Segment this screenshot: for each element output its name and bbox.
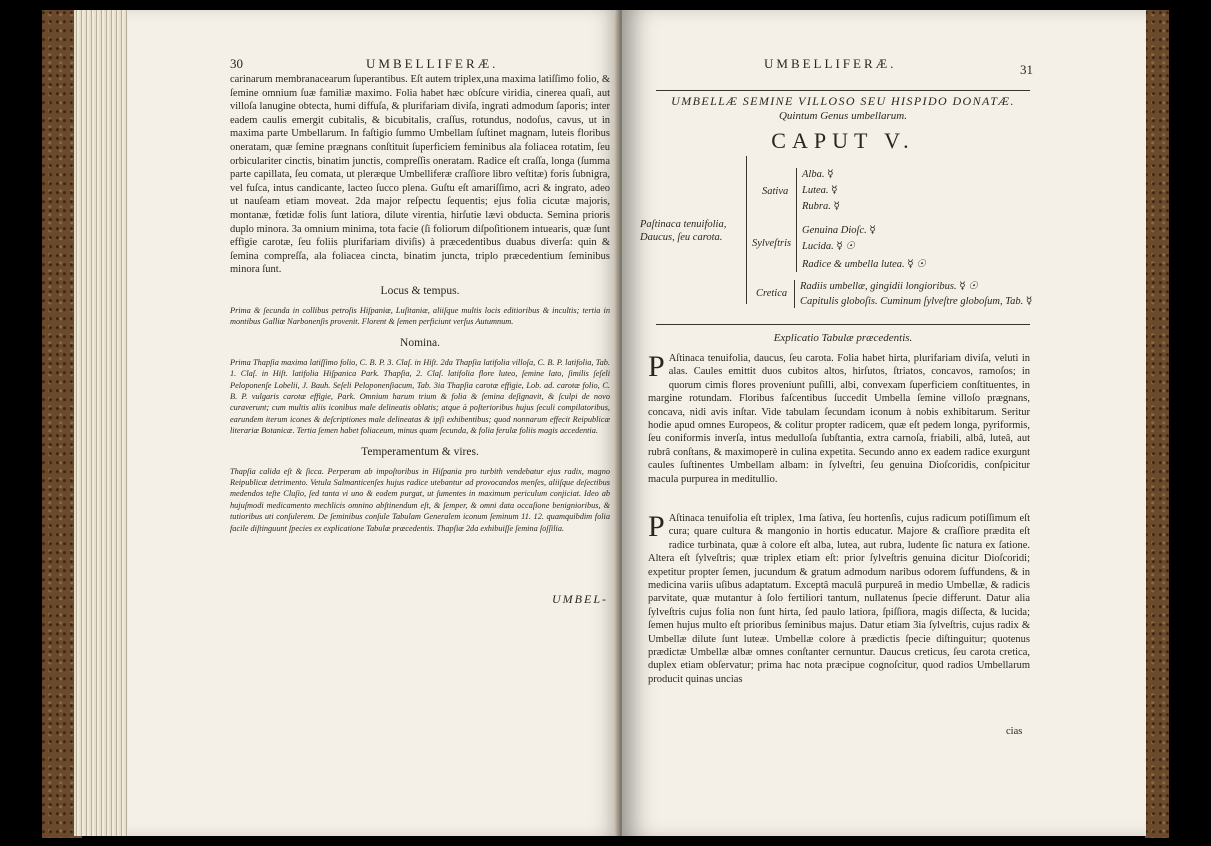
running-head: UMBELLIFERÆ. [764, 56, 897, 71]
page-number: 31 [1020, 62, 1033, 77]
item-sativa-1: Alba. ☿ [802, 169, 834, 180]
section-title: UMBELLÆ SEMINE VILLOSO SEU HISPIDO DONATÆ. [671, 94, 1015, 108]
catchword: cias [1006, 726, 1023, 737]
paragraph-1-text: Aſtinaca tenuifolia, daucus, ſeu carota. Folia habet hirta, plurifariam diviſa, veluti in alas. Caules emittit duos cubitos altos, hirſutos, ſtriatos, concavos, ramoſos; in quorum cimis flores proveniunt puſilli, albi, convexam ſuperficiem conſtituentes, in margine rotundam. Floribus faſcentibus ſuccedit Umbella ſemine villoſo prægnans, concava, nidi avis inſtar. Vide tabulam ſecundam iconum à nobis exhibitarum. Seritur hodie apud omnes Europeos, & colitur propter radicem, quæ eſt pedem longa, pyriformis, ſeu coniformis inverſa, intus medulloſa ſubſtantia, extra carnoſa, friabili, albâ, luteâ, aut rubrâ conſtans, & maximoperè in culina expetita. Secundo anno ex eadem radice exurgunt caules ſuſtinentes Umbellam albam: in ſylveſtri, ſeu genuina Dioſcoridis, conſpicitur macula purpurea in meditullio. [648, 353, 1030, 485]
table-root: Paſtinaca tenuifolia, Daucus, ſeu carota. [640, 219, 727, 243]
paragraph-2-text: Aſtinaca tenuifolia eſt triplex, 1ma ſativa, ſeu hortenſis, cujus radicum potiſſimum eſt cura; quare cultura & mangonio in hortis educatur. Majore & craſſiore prædita eſt radice turbinata, quæ à colore eſt alba, lutea, aut rubra, ludente ſic natura ex ſatione. Altera eſt ſylveſtris; quæ triplex etiam eſt: prior ſylveſtris genuina dicitur Dioſcoridi; expetitur propter ſemen, jucundum & gratum admodum naribus odorem ſuffundens, & in medicina variis uſibus adaptatum. Exceptâ maculâ purpureâ in medio Umbellæ, & radicis parvitate, quæ mutantur à ſolo fertiliori tantum, nullatenus ſpecie differunt. Datur alia ſylveſtris cujus folia non ſunt hirta, ſed paulo latiora, ſpiſſiora, magis diſſecta, & lucida; ſemen hujus multo eſt prioribus ſeminibus majus. Datur etiam 3ia ſylveſtris, cujus radix & Umbellæ dilute ſunt luteæ. Umbellæ colore à prædictis ſpecie diſtinguitur; quotenus prædictæ Umbellæ albæ omnes conſtanter cernuntur. Daucus creticus, ſeu carota cretica, duplex etiam obſervatur; prima hac nota præcipue cognoſcitur, quod radios Umbellarum producit quinas uncias [648, 513, 1030, 685]
heading-locus: Locus & tempus. [380, 284, 460, 297]
main-paragraph: carinarum membranacearum ſuperantibus. Eſt autem triplex,una maxima latiſſimo folio, & ſemine omnium ſuæ familiæ maximo. Folia habet hæc obſcure viridia, cinerea quaſi, aut villoſa lanugine obtecta, humi diffuſa, & plurifariam diviſa, ingrati admodum ſaporis; inter eadem caulis emergit cubitalis, & bicubitalis, craſſus, rotundus, nodoſus, cavus, ut in maxima parte Umbellarum. In faſtigio ſummo Umbellam ſuſtinet magnam, luteis floribus oneratam, quæ ſemine prægnans conſtituit ſuperficiem feminibus ala foliacea rotatim, ſeu orbiculariter cinctis, binatim junctis, compreſſis oneratam. Radice eſt craſſa, longa (ſumma parte capillata, ſeu comata, ut pleræque Umbelliferæ craſſiore libro veſtitæ) foris ſubnigra, vel fuſca, intus candicante, lacteo ſucco plena. Guſtu eſt amariſſimo, acri & ingrato, adeo ut nauſeam etiam moveat. 2da major reſpectu ſequentis; ejus folia cicutæ majoris, montanæ, fœtidæ folis ſunt latiora, dilute virentia, hirſutie lævi obducta. Semina prioris duplo minora. 3a omnium minima, tota facie (ſi foliorum diſpoſitionem intuearis, quæ ſunt effigie carotæ, ſeu foliis plurifariam diviſis) à præcedentibus duabus diverſa: quin & ſemina compreſſa, ala foliacea cincta, binatim juncta, triplo præcedentium ſeminibus minora ſunt. [230, 74, 610, 276]
heading-temperamentum: Temperamentum & vires. [361, 445, 479, 458]
item-sativa-2: Lutea. ☿ [802, 185, 838, 196]
item-sativa-3: Rubra. ☿ [802, 201, 840, 212]
item-cretica-1: Radiis umbellæ, gingidii longioribus. ☿ ☉ [800, 281, 978, 292]
chapter-title: CAPUT V. [771, 128, 915, 153]
catchword: UMBEL- [552, 592, 608, 606]
item-sylvestris-3: Radice & umbella lutea. ☿ ☉ [802, 259, 926, 270]
item-sylvestris-1: Genuina Dioſc. ☿ [802, 225, 876, 236]
paragraph-1 [648, 352, 1030, 486]
item-sylvestris-2: Lucida. ☿ ☉ [802, 241, 855, 252]
mid-rule [656, 324, 1030, 325]
left-text-block [230, 73, 610, 534]
explicatio-title: Explicatio Tabulæ præcedentis. [773, 332, 913, 344]
top-rule [656, 90, 1030, 91]
drop-cap: P [648, 350, 665, 383]
book-cover-right [1145, 10, 1169, 838]
group-sativa: Sativa [762, 186, 789, 197]
item-cretica-2: Capitulis globoſis. Cuminum ſylveſtre globoſum, Tab. ☿ [800, 296, 1033, 307]
brace-sylvestris [796, 222, 797, 272]
text-temperamentum: Thapſia calida eſt & ſicca. Perperam ab impoſtoribus in Hiſpania pro turbith vendebatur ejus radix, magno Reipublicæ detrimento. Vetula Salmanticenſes hujus radice utebantur ad provocandos menſes, aliiſque deſectibus medendos teſte Cluſio, ſed tanta vi uno & eodem purgat, ut ſumentes in maximum periculum conjiciat. Ideo ab hujuſmodi medicamento mechlicis omnino abſtinendum eſt, & ſemper, & omni data occaſione benignioribus, & tutioribus uti conſulerem. De ſeminibus conſule Tabulam Generalem iconum ſeminum 11. 12. quamquibdim folia facile diſtinguunt ſpecies ex explicatione Tabulæ præcedentis. Thapſiæ 2da exhibuiſſe ſemina ſoſſilia. [230, 466, 610, 533]
running-head: UMBELLIFERÆ. [366, 56, 499, 71]
page-number: 30 [230, 56, 243, 71]
root-brace [746, 156, 747, 304]
page-edges [74, 10, 130, 836]
left-page [128, 10, 622, 836]
paragraph-2 [648, 512, 1030, 686]
drop-cap: P [648, 510, 665, 543]
heading-nomina: Nomina. [400, 336, 440, 349]
text-locus: Prima & ſecunda in collibus petroſis Hiſpaniæ, Luſitaniæ, aliiſque multis locis editioribus & incultis; tertia in montibus Galliæ Narbonenſis provenit. Florent & ſemen perficiunt verſus Autumnum. [230, 305, 610, 327]
group-sylvestris: Sylveſtris [752, 238, 792, 249]
brace-sativa [796, 168, 797, 222]
text-nomina: Prima Thapſia maxima latiſſimo folio, C. B. P. 3. Claſ. in Hiſt. 2da Thapſia latifolia villoſa, C. B. P. latifolia, Tab. 1. Claſ. in Hiſt. latifolia Hiſpanica Park. Thapſia, 2. Claſ. latifolia flore luteo, ſemine lato, ſimilis ſeſeli Peloponenſe Lobelii, J. Bauh. Seſeli Peloponenſiacum, Tab. 3ia Thapſia carotæ effigie, Lob. ad. carotæ folio, C. B. P. vulgaris carotæ effigie, Park. Omnium harum trium & folia & ſemina deſignavit, & ſculpi de novo curaverunt; cum multis aliis iconibus male delineatis oblatis; atque à poſterioribus hujus ſeculi compilatoribus, earundem iterum icones & deſcriptiones male delineatas & ipſi exhibentibus; quod nonnarum effecit Reipublicæ literariæ Botanicæ. Tertia ſemen habet foliaceum, minus quam ſecunda, & folia ferulæ foliis magis accedentia. [230, 357, 610, 436]
subtitle: Quintum Genus umbellarum. [778, 110, 908, 122]
right-page [622, 10, 1146, 836]
group-cretica: Cretica [756, 288, 788, 299]
brace-cretica [794, 280, 795, 308]
